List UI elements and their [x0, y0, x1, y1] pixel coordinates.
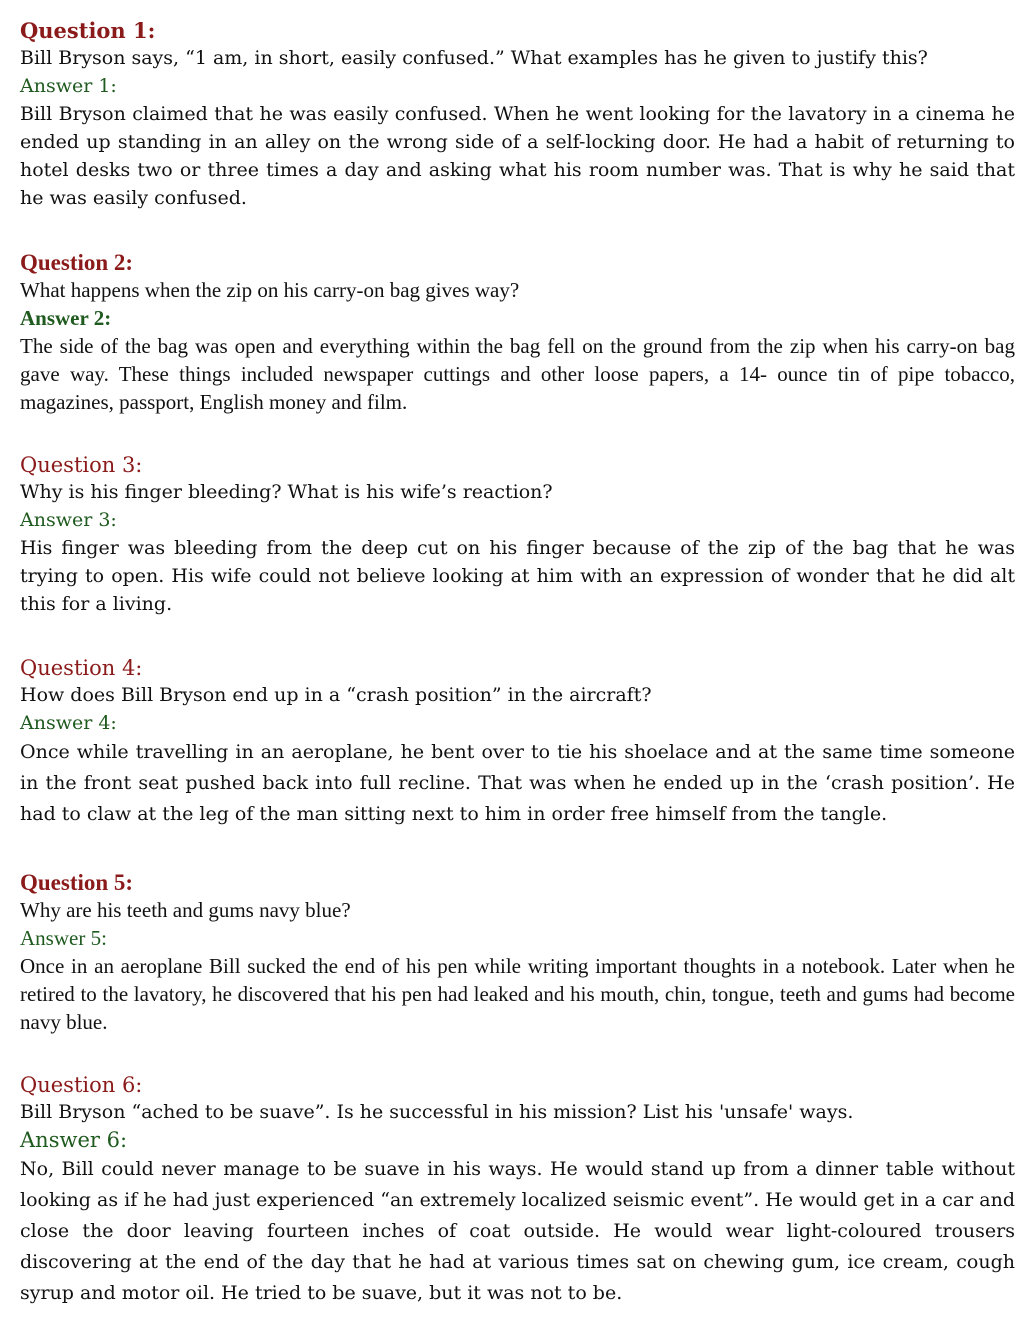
answer-text: The side of the bag was open and everything within the bag fell on the ground from the zip when his carry-on bag gave way. These things included newspaper cuttings and other loose papers, a 14- ounce tin of pipe tobacco, magazines, passport, English money and film.: [20, 334, 1015, 414]
answer-text: Once in an aeroplane Bill sucked the end of his pen while writing important thoughts in a notebook. Later when he retired to the lavatory, he discovered that his pen had leaked and his mouth, chin, tongue, teeth and gums had become navy blue.: [20, 954, 1015, 1034]
question-label: Question 6:: [20, 1073, 143, 1097]
question-text: How does Bill Bryson end up in a “crash position” in the aircraft?: [20, 684, 652, 706]
question-text: Why is his finger bleeding? What is his wife’s reaction?: [20, 481, 553, 503]
question-label: Question 3:: [20, 453, 143, 477]
answer-label: Answer 5:: [20, 926, 107, 950]
answer-label: Answer 4:: [20, 712, 117, 734]
question-text: Bill Bryson says, “1 am, in short, easily confused.” What examples has he given to justify this?: [20, 47, 928, 69]
answer-text: No, Bill could never manage to be suave in his ways. He would stand up from a dinner table without looking as if he had just experienced “an extremely localized seismic event”. He would get in a car and close the door leaving fourteen inches of coat outside. He would wear light-coloured trousers discovering at the end of the day that he had at various times sat on chewing gum, ice cream, cough syrup and motor oil. He tried to be suave, but it was not to be.: [20, 1158, 1015, 1304]
qa-block-3: [20, 452, 1015, 618]
qa-block-4: [20, 655, 1015, 830]
answer-label: Answer 3:: [20, 509, 117, 531]
qa-block-1: [20, 18, 1015, 212]
question-label: Question 1:: [20, 18, 156, 43]
qa-block-2: [20, 250, 1015, 416]
question-label: Question 5:: [20, 870, 134, 895]
answer-text: Once while travelling in an aeroplane, he bent over to tie his shoelace and at the same time someone in the front seat pushed back into full recline. That was when he ended up in the ‘crash position’. He had to claw at the leg of the man sitting next to him in order free himself from the tangle.: [20, 741, 1015, 825]
question-text: Why are his teeth and gums navy blue?: [20, 898, 351, 922]
answer-text: His finger was bleeding from the deep cut on his finger because of the zip of the bag that he was trying to open. His wife could not believe looking at him with an expression of wonder that he did alt this for a living.: [20, 537, 1015, 615]
question-label: Question 4:: [20, 656, 143, 680]
question-text: What happens when the zip on his carry-on bag gives way?: [20, 278, 520, 302]
qa-block-5: [20, 870, 1015, 1036]
answer-label: Answer 6:: [20, 1128, 128, 1152]
qa-block-6: [20, 1072, 1015, 1309]
answer-label: Answer 2:: [20, 306, 112, 330]
answer-label: Answer 1:: [20, 75, 117, 97]
question-text: Bill Bryson “ached to be suave”. Is he successful in his mission? List his 'unsafe' ways.: [20, 1101, 854, 1123]
question-label: Question 2:: [20, 250, 134, 275]
answer-text: Bill Bryson claimed that he was easily confused. When he went looking for the lavatory in a cinema he ended up standing in an alley on the wrong side of a self-locking door. He had a habit of returning to hotel desks two or three times a day and asking what his room number was. That is why he said that he was easily confused.: [20, 103, 1015, 209]
